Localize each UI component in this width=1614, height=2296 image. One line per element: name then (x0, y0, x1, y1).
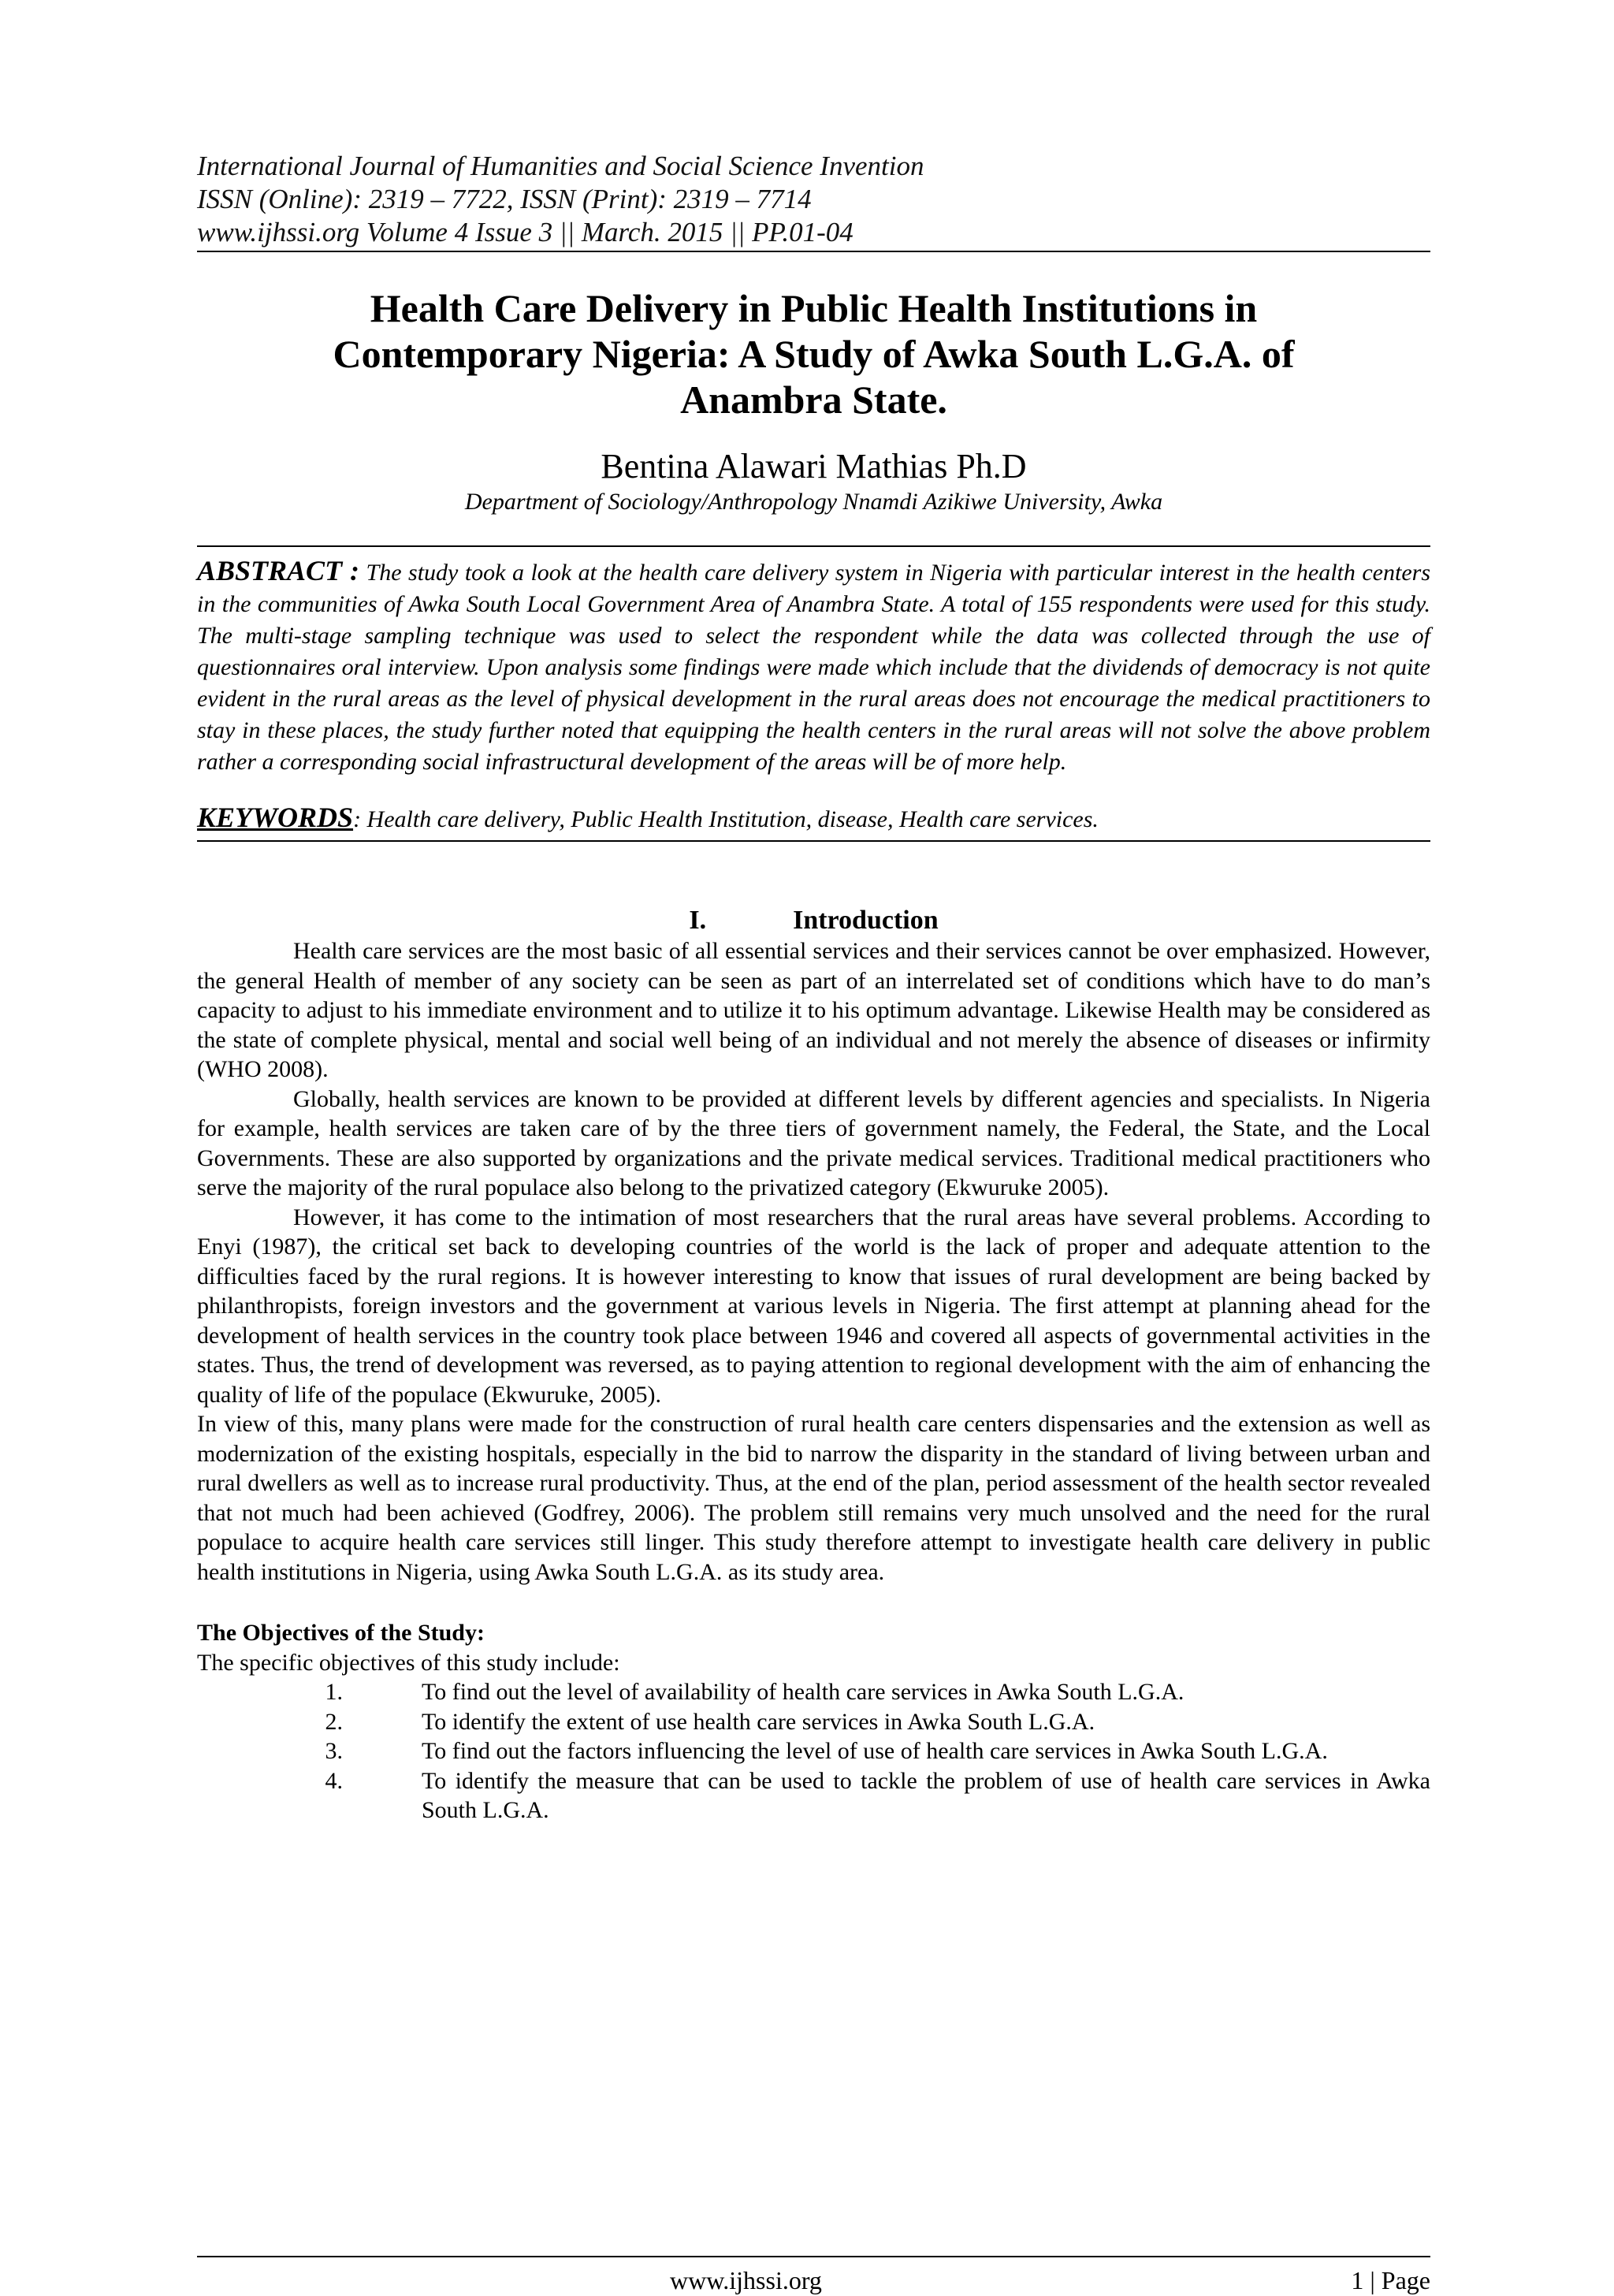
objective-number: 4. (325, 1767, 343, 1794)
paper-title (197, 285, 1430, 422)
objective-text: To identify the extent of use health care services in Awka South L.G.A. (422, 1708, 1095, 1735)
abstract-text: The study took a look at the health care delivery system in Nigeria with particular interest in the health centers in the communities of Awka South Local Government Area of Anambra State. A total of 155 respondents were used for this study. The multi-stage sampling technique was used to select the respondent while the data was collected through the use of questionnaires oral interview. Upon analysis some findings were made which include that the dividends of democracy is not quite evident in the rural areas as the level of physical development in the rural areas does not encourage the medical practitioners to stay in these places, the study further noted that equipping the health centers in the rural areas will not solve the above problem rather a corresponding social infrastructural development of the areas will be of more help. (197, 560, 1430, 775)
section-title: Introduction (793, 906, 939, 935)
introduction-body (197, 936, 1430, 1587)
author-name: Bentina Alawari Mathias Ph.D (601, 447, 1027, 486)
objective-number: 1. (325, 1679, 343, 1705)
journal-header (197, 150, 1430, 249)
objective-text: To find out the level of availability of health care services in Awka South L.G.A. (422, 1679, 1184, 1705)
objectives-intro: The specific objectives of this study include: (197, 1649, 620, 1676)
objective-number: 3. (325, 1738, 343, 1764)
objective-item (197, 1707, 1430, 1737)
intro-paragraph-2: Globally, health services are known to be provided at different levels by different agencies and specialists. In Nigeria for example, health services are taken care of by the three tiers of government namely, the Federal, the State, and the Local Governments. These are also supported by organizations and the private medical services. Traditional medical practitioners who serve the majority of the rural populace also belong to the privatized category (Ekwuruke 2005). (197, 1085, 1430, 1200)
footer-divider (197, 2256, 1430, 2257)
footer-site-link[interactable]: www.ijhssi.org (670, 2266, 822, 2294)
objective-text: To find out the factors influencing the level of use of health care services in Awka South L.G.A. (422, 1738, 1328, 1764)
keywords-label: KEYWORDS (197, 802, 354, 833)
objective-item (197, 1677, 1430, 1707)
abstract (197, 555, 1430, 778)
header-divider (197, 251, 1430, 252)
abstract-label: ABSTRACT : (197, 555, 360, 586)
objective-text: To identify the measure that can be used to tackle the problem of use of health care services in Awka South L.G.A. (422, 1767, 1430, 1823)
keywords (197, 802, 1430, 835)
intro-paragraph-3: However, it has come to the intimation of most researchers that the rural areas have several problems. According to Enyi (1987), the critical set back to developing countries of the world is the lack of proper and adequate attention to the difficulties faced by the rural regions. It is however interesting to know that issues of rural development are being backed by philanthropists, foreign investors and the government at various levels in Nigeria. The first attempt at planning ahead for the development of health services in the country took place between 1946 and covered all aspects of governmental activities in the states. Thus, the trend of development was reversed, as to paying attention to regional development with the aim of enhancing the quality of life of the populace (Ekwuruke, 2005). (197, 1204, 1430, 1408)
journal-volume: www.ijhssi.org Volume 4 Issue 3 || March. 2015 || PP.01-04 (197, 217, 853, 247)
objective-number: 2. (325, 1708, 343, 1735)
footer-page-number: 1 | Page (1351, 2266, 1430, 2294)
paper-page (197, 150, 1430, 2294)
journal-name: International Journal of Humanities and Social Science Invention (197, 151, 924, 181)
journal-issn: ISSN (Online): 2319 – 7722, ISSN (Print): 2319 – 7714 (197, 184, 812, 214)
keywords-text: : Health care delivery, Public Health Institution, disease, Health care services. (353, 806, 1099, 832)
title-line-3: Anambra State. (680, 378, 947, 422)
abstract-top-divider (197, 545, 1430, 547)
intro-paragraph-1: Health care services are the most basic of all essential services and their services cannot be over emphasized. However, the general Health of member of any society can be seen as part of an interrelated set of conditions which have to do man’s capacity to adjust to his immediate environment and to utilize it to his optimum advantage. Likewise Health may be considered as the state of complete physical, mental and social well being of an individual and not merely the absence of diseases or infirmity (WHO 2008). (197, 938, 1430, 1082)
keywords-divider (197, 840, 1430, 842)
title-line-2: Contemporary Nigeria: A Study of Awka South L.G.A. of (333, 332, 1295, 376)
intro-paragraph-4: In view of this, many plans were made for the construction of rural health care centers dispensaries and the extension as well as modernization of the existing hospitals, especially in the bid to narrow the disparity in the standard of living between urban and rural dwellers as well as to increase rural productivity. Thus, at the end of the plan, period assessment of the health sector revealed that not much had been achieved (Godfrey, 2006). The problem still remains very much unsolved and the need for the rural populace to acquire health care services still linger. This study therefore attempt to investigate health care delivery in public health institutions in Nigeria, using Awka South L.G.A. as its study area. (197, 1411, 1430, 1585)
author-affiliation: Department of Sociology/Anthropology Nnamdi Azikiwe University, Awka (464, 489, 1163, 515)
objectives-title: The Objectives of the Study: (197, 1620, 485, 1646)
section-heading-introduction (197, 905, 1430, 936)
objectives-list (197, 1677, 1430, 1825)
objective-item (197, 1736, 1430, 1766)
objective-item (197, 1766, 1430, 1825)
title-line-1: Health Care Delivery in Public Health Institutions in (370, 286, 1258, 330)
section-number: I. (689, 906, 707, 935)
